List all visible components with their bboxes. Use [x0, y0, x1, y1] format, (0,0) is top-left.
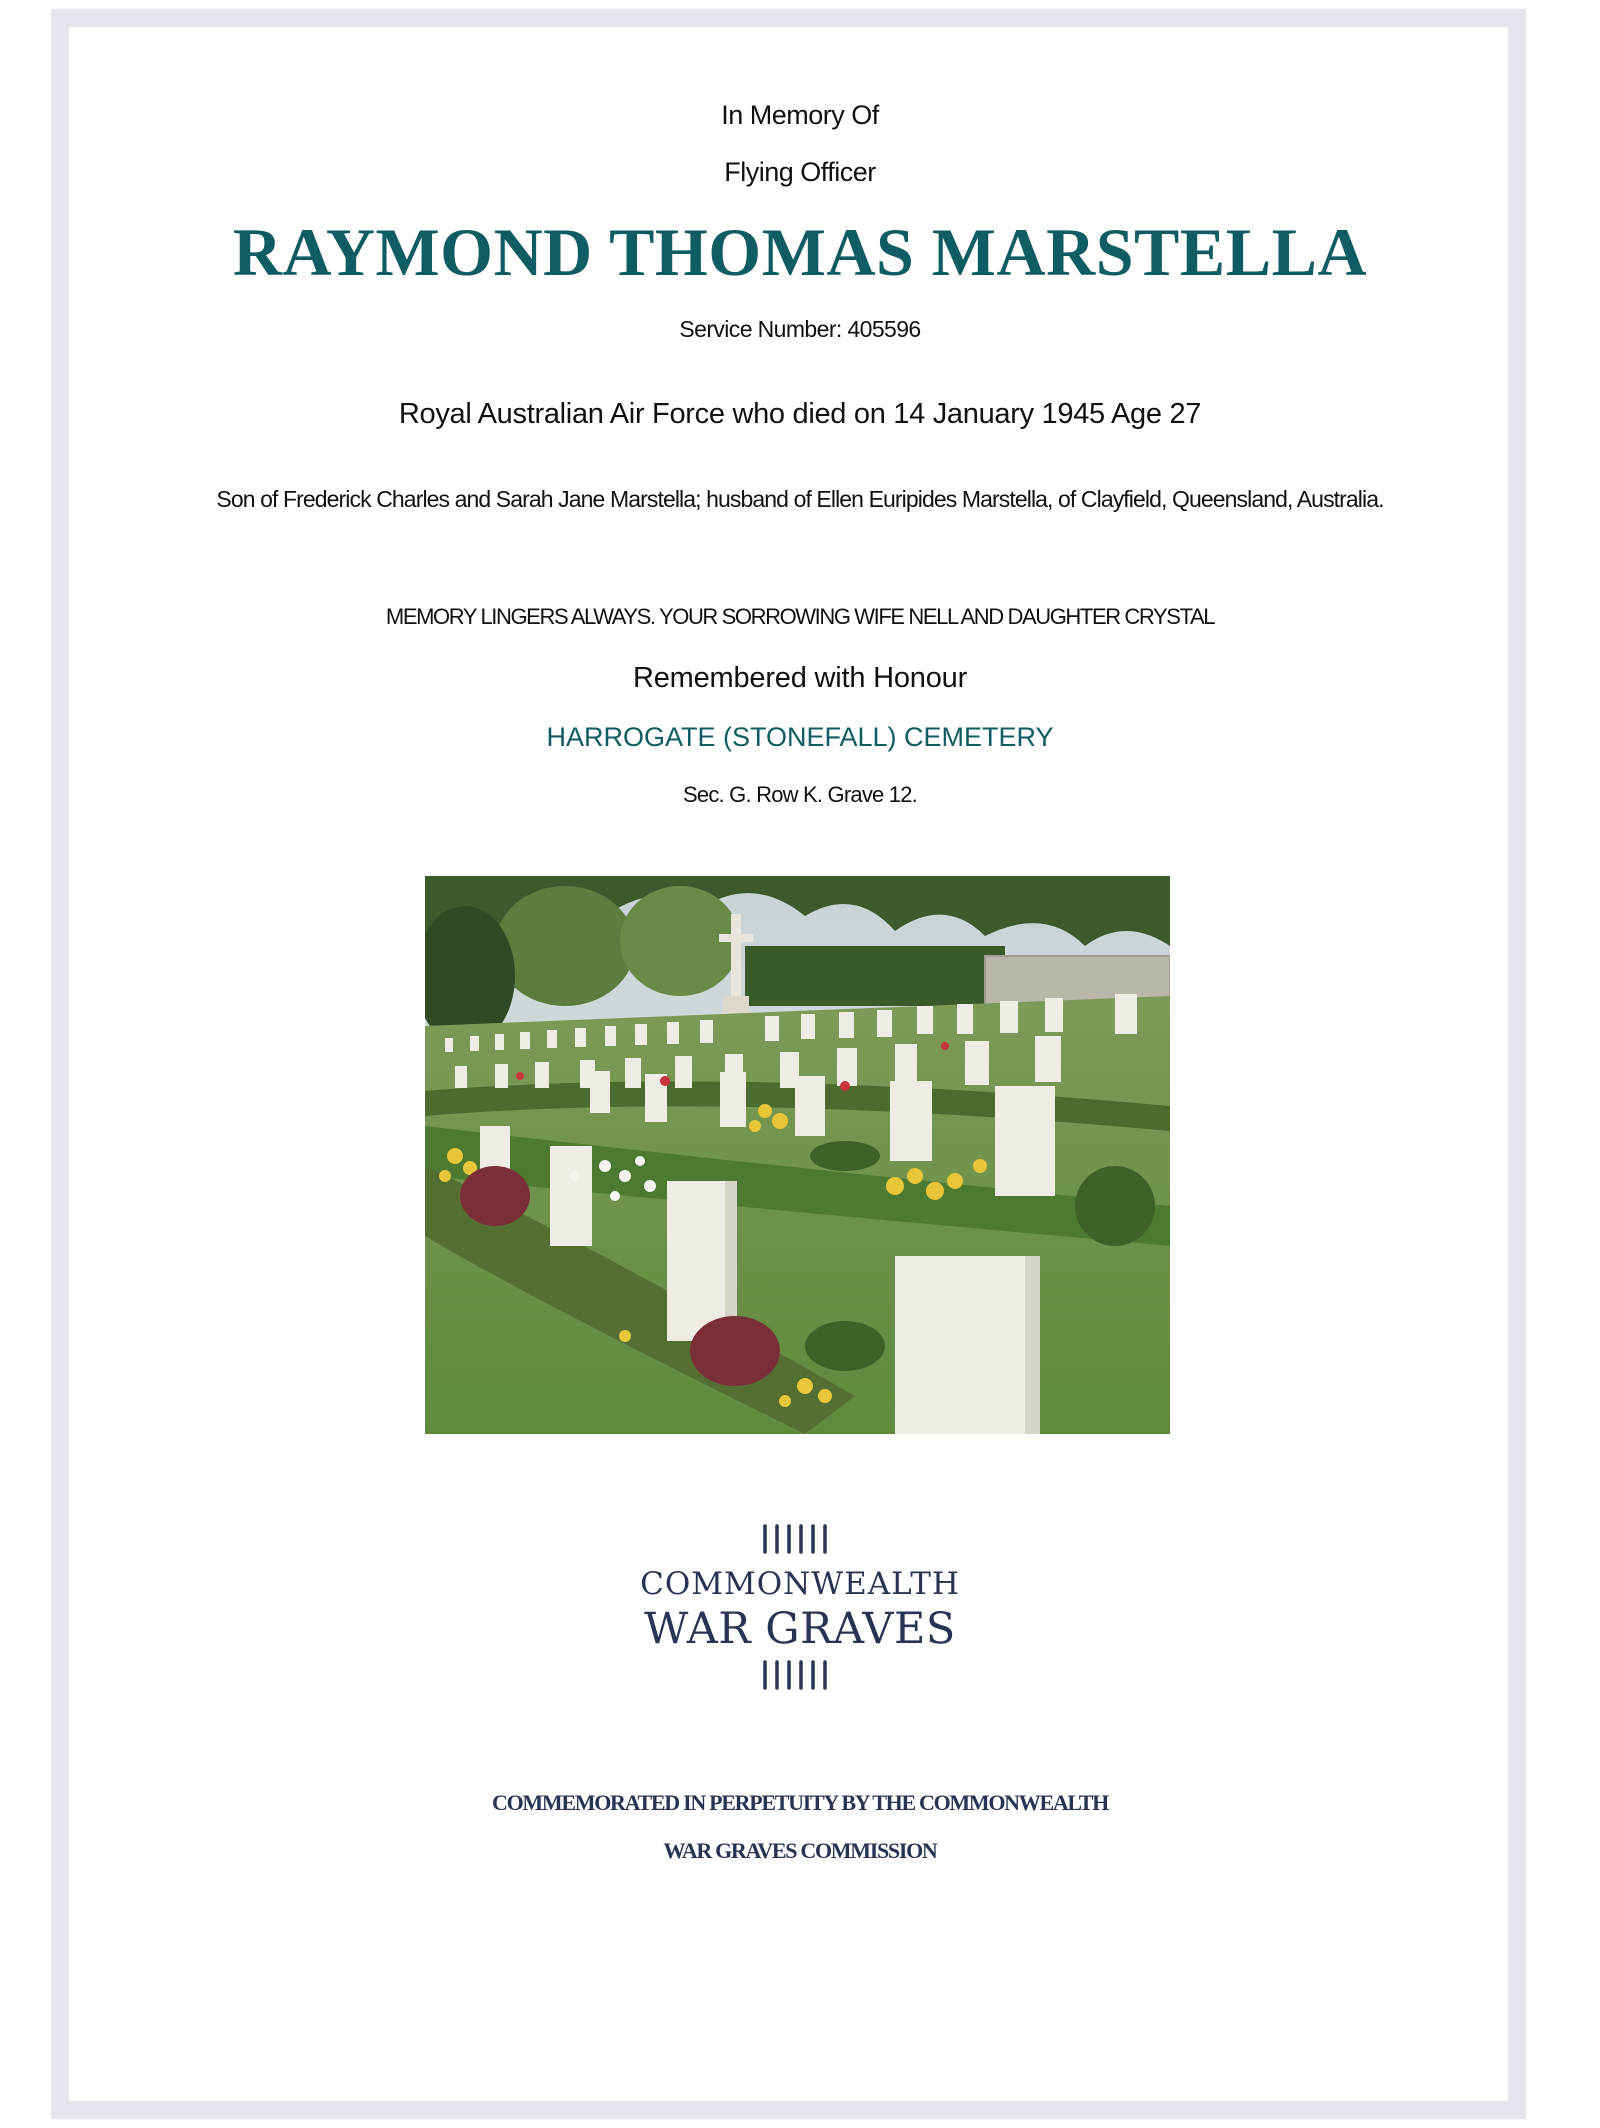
death-details: Royal Australian Air Force who died on 14 January 1945 Age 27 [398, 398, 1202, 430]
headstone-inscription: MEMORY LINGERS ALWAYS. YOUR SORROWING WIFE NELL AND DAUGHTER CRYSTAL [385, 604, 1215, 629]
logo-bars-top-icon [600, 1522, 1000, 1554]
service-number: Service Number: 405596 [679, 316, 921, 342]
cwgc-logo [600, 1510, 1000, 1710]
rank-label: Flying Officer [724, 157, 876, 187]
cemetery-photo [425, 876, 1170, 1434]
in-memory-heading: In Memory Of [721, 100, 879, 130]
commemorated-line: COMMEMORATED IN PERPETUITY BY THE COMMONWEALTH [492, 1790, 1108, 1815]
remembered-with-honour: Remembered with Honour [632, 662, 968, 694]
logo-line2: WAR GRAVES [644, 1604, 956, 1654]
grave-reference: Sec. G. Row K. Grave 12. [683, 782, 917, 807]
casualty-name: RAYMOND THOMAS MARSTELLA [232, 214, 1368, 290]
logo-line1: COMMONWEALTH [640, 1566, 960, 1602]
cemetery-name: HARROGATE (STONEFALL) CEMETERY [546, 722, 1054, 752]
family-info: Son of Frederick Charles and Sarah Jane Marstella; husband of Ellen Euripides Marstella, of Clayfield, Queensland, Australia. [216, 486, 1384, 512]
commission-line: WAR GRAVES COMMISSION [663, 1838, 937, 1863]
logo-bars-bottom-icon [600, 1660, 1000, 1692]
